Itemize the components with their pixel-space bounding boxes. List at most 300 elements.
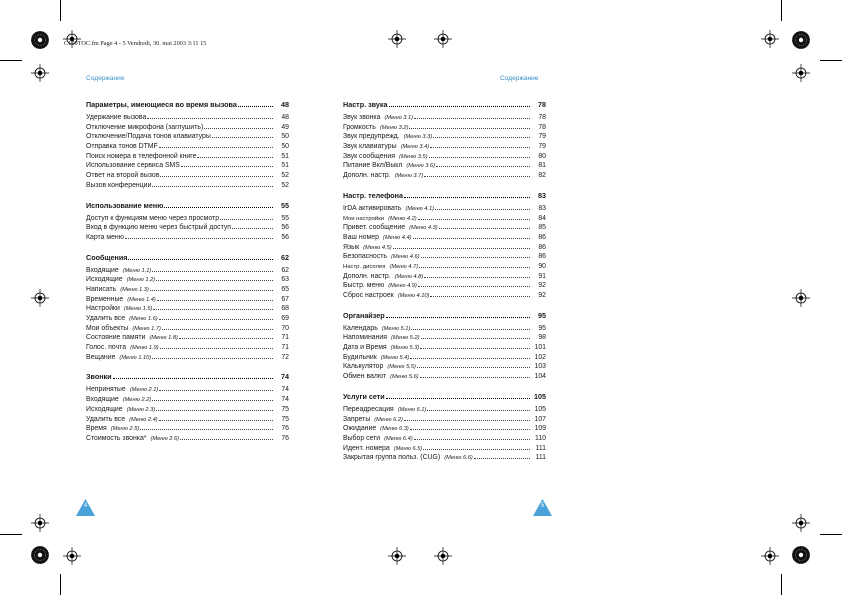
toc-entry[interactable] xyxy=(343,334,546,344)
entry-title: Голос. почта xyxy=(86,344,127,352)
entry-title: Ожидание xyxy=(343,425,377,433)
entry-page-number: 65 xyxy=(281,285,289,293)
entry-title: Удалить все xyxy=(86,415,126,423)
entry-page-number: 75 xyxy=(281,405,289,413)
entry-menu-ref: (Меню 4.10) xyxy=(397,293,430,299)
registration-mark-icon xyxy=(761,30,779,48)
toc-entry[interactable] xyxy=(343,114,546,124)
entry-page-number: 84 xyxy=(538,214,546,222)
toc-left-column xyxy=(86,100,289,454)
toc-section xyxy=(86,372,289,444)
entry-page-number: 74 xyxy=(281,396,289,404)
dot-leader xyxy=(419,267,530,268)
entry-title: Закрытая группа польз. (CUG) xyxy=(343,454,441,462)
entry-title: Доступ к функциям меню через просмотр xyxy=(86,214,220,222)
section-title: Параметры, имеющиеся во время вызова xyxy=(86,100,237,109)
toc-section-heading[interactable] xyxy=(86,100,289,111)
toc-entry[interactable] xyxy=(86,334,289,344)
entry-page-number: 72 xyxy=(281,353,289,361)
toc-entry[interactable] xyxy=(343,172,546,182)
entry-menu-ref: (Меню 6.3) xyxy=(380,426,409,433)
entry-menu-ref: (Меню 6.6) xyxy=(444,455,473,462)
entry-menu-ref: (Меню 4.8) xyxy=(394,273,424,280)
registration-mark-icon xyxy=(761,547,779,565)
entry-page-number: 101 xyxy=(534,344,546,352)
entry-title: Идент. номера xyxy=(343,444,390,452)
toc-section-heading[interactable] xyxy=(86,372,289,383)
entry-title: Время xyxy=(86,425,107,433)
toc-entry[interactable] xyxy=(343,162,546,172)
entry-page-number: 71 xyxy=(281,334,289,342)
entry-menu-ref: (Меню 1.9) xyxy=(130,345,159,352)
toc-entry[interactable] xyxy=(343,263,546,273)
section-title: Услуги сети xyxy=(343,391,385,401)
toc-entry[interactable] xyxy=(343,454,546,464)
entry-page-number: 102 xyxy=(534,353,546,361)
section-title: Настр. телефона xyxy=(343,190,403,200)
entry-page-number: 86 xyxy=(538,253,546,261)
toc-entry[interactable] xyxy=(343,416,546,426)
toc-section xyxy=(343,191,546,302)
entry-title: Мои объекты xyxy=(86,324,129,332)
entry-title: Написать xyxy=(86,285,117,293)
entry-title: Вход в функцию меню через быстрый доступ xyxy=(86,224,232,232)
dot-leader xyxy=(418,219,530,220)
toc-entry[interactable] xyxy=(86,325,289,335)
toc-entry[interactable] xyxy=(86,435,289,445)
entry-page-number: 63 xyxy=(281,276,289,284)
entry-menu-ref: (Меню 2.4) xyxy=(129,416,158,423)
entry-title: Мои настройки xyxy=(343,215,385,222)
entry-page-number: 62 xyxy=(281,266,289,274)
entry-page-number: 52 xyxy=(281,172,289,180)
toc-entry[interactable] xyxy=(86,124,289,134)
dot-leader xyxy=(220,219,273,220)
entry-menu-ref: (Меню 1.7) xyxy=(132,325,161,332)
star-target-icon xyxy=(31,546,49,564)
dot-leader xyxy=(427,410,530,411)
toc-entry[interactable] xyxy=(343,292,546,302)
entry-page-number: 79 xyxy=(538,143,546,151)
entry-title: Переадресация xyxy=(343,405,394,413)
entry-menu-ref: (Меню 4.2) xyxy=(388,215,417,222)
toc-entry[interactable] xyxy=(343,124,546,134)
registration-mark-icon xyxy=(434,30,452,48)
toc-section-heading[interactable] xyxy=(343,100,546,111)
page-number-right: 5 xyxy=(540,503,545,509)
page-number-badge-left xyxy=(76,499,95,516)
dot-leader xyxy=(474,458,530,459)
entry-title: Громкость xyxy=(343,123,376,131)
entry-page-number: 110 xyxy=(535,434,546,442)
entry-menu-ref: (Меню 3.6) xyxy=(406,163,435,170)
dot-leader xyxy=(197,157,273,158)
dot-leader xyxy=(423,449,530,450)
entry-menu-ref: (Меню 5.4) xyxy=(380,354,410,361)
toc-entry[interactable] xyxy=(343,282,546,292)
entry-title: Калькулятор xyxy=(343,363,384,371)
section-title: Органайзер xyxy=(343,310,385,320)
dot-leader xyxy=(157,300,273,301)
dot-leader xyxy=(153,309,273,310)
dot-leader xyxy=(159,420,273,421)
entry-page-number: 56 xyxy=(281,233,289,241)
dot-leader xyxy=(430,147,530,148)
dot-leader xyxy=(393,248,530,249)
dot-leader xyxy=(411,329,530,330)
dot-leader xyxy=(152,400,273,401)
section-page-number: 48 xyxy=(281,100,289,109)
entry-title: Входящие xyxy=(86,396,119,404)
section-page-number: 83 xyxy=(538,190,546,200)
entry-menu-ref: (Меню 4.9) xyxy=(388,283,417,290)
entry-menu-ref: (Меню 4.3) xyxy=(409,225,438,232)
toc-entry[interactable] xyxy=(343,363,546,373)
entry-menu-ref: (Меню 1.8) xyxy=(149,335,178,342)
entry-menu-ref: (Меню 1.4) xyxy=(127,296,156,303)
dot-leader xyxy=(162,329,273,330)
toc-entry[interactable] xyxy=(343,406,546,416)
registration-mark-icon xyxy=(31,64,49,82)
toc-entry[interactable] xyxy=(343,253,546,263)
entry-page-number: 79 xyxy=(538,133,546,141)
entry-title: Отключение микрофона (заглушить) xyxy=(86,123,204,131)
dot-leader xyxy=(180,439,273,440)
entry-title: Будильник xyxy=(343,353,377,361)
dot-leader xyxy=(430,296,530,297)
registration-mark-icon xyxy=(792,514,810,532)
dot-leader xyxy=(424,176,530,177)
dot-leader xyxy=(159,390,273,391)
registration-mark-icon xyxy=(388,30,406,48)
entry-menu-ref: (Меню 2.3) xyxy=(126,406,156,413)
entry-menu-ref: (Меню 6.2) xyxy=(374,416,403,423)
entry-page-number: 105 xyxy=(534,405,546,413)
entry-page-number: 92 xyxy=(538,292,546,299)
star-target-icon xyxy=(31,31,49,49)
entry-page-number: 67 xyxy=(281,295,289,303)
entry-title: Временные xyxy=(86,295,124,303)
dot-leader xyxy=(159,147,273,148)
toc-entry[interactable] xyxy=(86,182,289,192)
entry-page-number: 95 xyxy=(538,324,546,332)
dot-leader xyxy=(433,137,530,138)
toc-entry[interactable] xyxy=(343,435,546,445)
dot-leader xyxy=(410,358,530,359)
toc-entry[interactable] xyxy=(86,162,289,172)
entry-title: Быстр. меню xyxy=(343,282,385,290)
entry-page-number: 56 xyxy=(281,224,289,232)
entry-menu-ref: (Меню 1.3) xyxy=(120,286,149,293)
dot-leader xyxy=(420,377,530,378)
registration-mark-icon xyxy=(31,514,49,532)
entry-menu-ref: (Меню 3.5) xyxy=(399,153,428,160)
toc-section xyxy=(343,100,546,182)
toc-entry[interactable] xyxy=(343,273,546,283)
dot-leader xyxy=(409,128,530,129)
dot-leader xyxy=(179,338,273,339)
entry-title: Звук звонка xyxy=(343,114,381,121)
entry-title: Исходящие xyxy=(86,405,123,413)
entry-menu-ref: (Меню 6.5) xyxy=(393,445,423,452)
toc-section-heading[interactable] xyxy=(343,311,546,322)
star-target-icon xyxy=(792,546,810,564)
entry-page-number: 80 xyxy=(538,152,546,160)
toc-section-heading[interactable] xyxy=(86,201,289,212)
dot-leader xyxy=(152,271,273,272)
dot-leader xyxy=(421,257,530,258)
toc-entry[interactable] xyxy=(86,114,289,124)
entry-page-number: 82 xyxy=(538,172,546,180)
entry-title: Вещание xyxy=(86,353,116,361)
entry-menu-ref: (Меню 1.2) xyxy=(126,277,156,284)
page-number-left: 4 xyxy=(83,503,88,509)
dot-leader xyxy=(414,439,530,440)
dot-leader xyxy=(181,166,273,167)
dot-leader xyxy=(160,348,273,349)
toc-entry[interactable] xyxy=(86,133,289,143)
entry-page-number: 74 xyxy=(281,386,289,394)
toc-entry[interactable] xyxy=(86,305,289,315)
toc-entry[interactable] xyxy=(343,224,546,234)
dot-leader xyxy=(424,277,530,278)
entry-page-number: 109 xyxy=(534,425,546,433)
entry-page-number: 48 xyxy=(281,114,289,121)
entry-page-number: 78 xyxy=(538,114,546,121)
entry-title: Безопасность xyxy=(343,253,387,261)
dot-leader xyxy=(404,420,530,421)
entry-title: Настройки xyxy=(86,305,120,313)
entry-page-number: 111 xyxy=(535,444,546,452)
toc-entry[interactable] xyxy=(86,344,289,354)
entry-title: Обмен валют xyxy=(343,373,387,381)
entry-title: Поиск номера в телефонной книге xyxy=(86,152,197,160)
registration-mark-icon xyxy=(792,289,810,307)
entry-page-number: 51 xyxy=(281,162,289,170)
toc-section-heading[interactable] xyxy=(343,191,546,202)
toc-entry[interactable] xyxy=(343,153,546,163)
dot-leader xyxy=(212,137,273,138)
entry-title: Напоминания xyxy=(343,334,387,342)
entry-title: Удалить все xyxy=(86,315,126,322)
toc-entry[interactable] xyxy=(343,425,546,435)
section-page-number: 105 xyxy=(534,391,546,401)
toc-entry[interactable] xyxy=(86,425,289,435)
entry-menu-ref: (Меню 3.3) xyxy=(403,134,433,141)
entry-title: Дополн. настр. xyxy=(343,172,391,180)
entry-page-number: 76 xyxy=(281,434,289,442)
toc-section xyxy=(343,311,546,383)
entry-title: Состояние памяти xyxy=(86,334,146,342)
entry-menu-ref: (Меню 5.2) xyxy=(390,335,420,342)
entry-menu-ref: (Меню 5.6) xyxy=(390,374,419,381)
entry-page-number: 50 xyxy=(281,133,289,141)
entry-menu-ref: (Меню 4.4) xyxy=(382,234,412,241)
toc-entry[interactable] xyxy=(86,416,289,426)
entry-title: Отключение/Подача тонов клавиатуры xyxy=(86,133,211,141)
registration-mark-icon xyxy=(388,547,406,565)
running-header-right: Содержание xyxy=(500,75,539,82)
entry-page-number: 55 xyxy=(281,214,289,222)
entry-menu-ref: (Меню 2.5) xyxy=(110,426,140,433)
entry-page-number: 68 xyxy=(281,305,289,313)
entry-title: Карта меню xyxy=(86,233,124,241)
dot-leader xyxy=(159,319,273,320)
dot-leader xyxy=(414,118,530,119)
dot-leader xyxy=(152,186,273,187)
entry-title: IrDA активировать xyxy=(343,204,402,212)
toc-entry[interactable] xyxy=(86,286,289,296)
entry-menu-ref: (Меню 5.5) xyxy=(387,364,416,371)
dot-leader xyxy=(418,286,530,287)
entry-page-number: 50 xyxy=(281,143,289,151)
running-header-left: Содержание xyxy=(86,75,125,82)
toc-entry[interactable] xyxy=(86,267,289,277)
entry-page-number: 85 xyxy=(538,224,546,232)
section-title: Использование меню xyxy=(86,200,164,210)
toc-entry[interactable] xyxy=(86,172,289,182)
entry-page-number: 86 xyxy=(538,233,546,241)
entry-page-number: 75 xyxy=(281,415,289,423)
dot-leader xyxy=(125,238,273,239)
entry-title: Питание Вкл/Выкл xyxy=(343,162,403,170)
toc-entry[interactable] xyxy=(86,296,289,306)
toc-entry[interactable] xyxy=(343,373,546,383)
entry-title: Дополн. настр. xyxy=(343,272,391,280)
dot-leader xyxy=(435,209,530,210)
entry-page-number: 69 xyxy=(281,315,289,322)
toc-entry[interactable] xyxy=(343,143,546,153)
entry-title: Удержание вызова xyxy=(86,114,147,121)
entry-page-number: 91 xyxy=(538,272,546,280)
entry-menu-ref: (Меню 4.1) xyxy=(405,205,435,212)
toc-entry[interactable] xyxy=(343,325,546,335)
dot-leader xyxy=(152,358,273,359)
entry-page-number: 78 xyxy=(538,123,546,131)
dot-leader xyxy=(439,228,530,229)
toc-entry[interactable] xyxy=(86,153,289,163)
entry-page-number: 49 xyxy=(281,123,289,131)
entry-page-number: 104 xyxy=(534,373,546,381)
dot-leader xyxy=(204,128,273,129)
toc-entry[interactable] xyxy=(86,224,289,234)
entry-title: Ответ на второй вызов xyxy=(86,172,160,180)
entry-page-number: 86 xyxy=(538,243,546,251)
entry-page-number: 76 xyxy=(281,425,289,433)
entry-menu-ref: (Меню 4.6) xyxy=(390,254,420,261)
registration-mark-icon xyxy=(31,289,49,307)
toc-entry[interactable] xyxy=(343,354,546,364)
entry-page-number: 52 xyxy=(281,181,289,189)
section-page-number: 55 xyxy=(281,200,289,210)
entry-title: Привет. сообщение xyxy=(343,224,406,232)
entry-page-number: 111 xyxy=(535,454,546,462)
dot-leader xyxy=(232,228,273,229)
entry-page-number: 92 xyxy=(538,282,546,290)
entry-title: Вызов конференции xyxy=(86,181,152,189)
entry-menu-ref: (Меню 1.6) xyxy=(129,316,158,322)
entry-page-number: 107 xyxy=(534,415,546,423)
dot-leader xyxy=(147,118,273,119)
entry-menu-ref: (Меню 5.3) xyxy=(390,345,420,352)
entry-title: Выбор сети xyxy=(343,434,381,442)
toc-entry[interactable] xyxy=(86,396,289,406)
entry-menu-ref: (Меню 3.7) xyxy=(394,173,424,180)
entry-menu-ref: (Меню 3.4) xyxy=(400,144,430,151)
entry-title: Непринятые xyxy=(86,386,126,394)
toc-entry[interactable] xyxy=(343,133,546,143)
toc-entry[interactable] xyxy=(86,406,289,416)
dot-leader xyxy=(156,410,273,411)
dot-leader xyxy=(160,176,273,177)
toc-entry[interactable] xyxy=(343,344,546,354)
dot-leader xyxy=(429,157,530,158)
toc-entry[interactable] xyxy=(343,205,546,215)
entry-menu-ref: (Меню 6.4) xyxy=(384,435,413,442)
section-title: Звонки xyxy=(86,372,112,382)
section-page-number: 62 xyxy=(281,252,289,262)
toc-section xyxy=(343,392,546,464)
toc-entry[interactable] xyxy=(86,143,289,153)
toc-right-column xyxy=(343,100,546,473)
entry-menu-ref: (Меню 1.10) xyxy=(119,354,152,361)
dot-leader xyxy=(421,338,530,339)
toc-entry[interactable] xyxy=(343,244,546,254)
toc-entry[interactable] xyxy=(343,234,546,244)
toc-entry[interactable] xyxy=(86,276,289,286)
section-page-number: 78 xyxy=(538,100,546,109)
entry-page-number: 98 xyxy=(538,334,546,342)
toc-entry[interactable] xyxy=(86,386,289,396)
entry-menu-ref: (Меню 4.5) xyxy=(363,244,392,251)
dot-leader xyxy=(410,429,530,430)
entry-menu-ref: (Меню 5.1) xyxy=(381,325,411,332)
dot-leader xyxy=(156,280,273,281)
entry-title: Настр. дисплея xyxy=(343,263,386,270)
entry-page-number: 83 xyxy=(538,204,546,212)
entry-page-number: 71 xyxy=(281,344,289,352)
toc-entry[interactable] xyxy=(86,315,289,325)
entry-title: Дата и Время xyxy=(343,344,387,352)
toc-section-heading[interactable] xyxy=(86,253,289,264)
toc-section xyxy=(86,201,289,244)
dot-leader xyxy=(140,429,273,430)
toc-entry[interactable] xyxy=(343,215,546,225)
entry-title: Исходящие xyxy=(86,276,123,284)
toc-section-heading[interactable] xyxy=(343,392,546,403)
entry-title: Календарь xyxy=(343,324,378,332)
entry-menu-ref: (Меню 1.1) xyxy=(122,267,152,274)
entry-title: Звук клавиатуры xyxy=(343,143,397,151)
toc-entry[interactable] xyxy=(86,354,289,364)
toc-entry[interactable] xyxy=(343,445,546,455)
entry-title: Ваш номер xyxy=(343,233,379,241)
entry-menu-ref: (Меню 6.1) xyxy=(397,406,427,413)
entry-menu-ref: (Меню 2.6) xyxy=(150,435,180,442)
entry-page-number: 81 xyxy=(538,162,546,170)
entry-title: Отправка тонов DTMF xyxy=(86,143,158,151)
entry-title: Звук сообщения xyxy=(343,152,395,160)
file-slug: C100TOC.fm Page 4 - 5 Vendredi, 30. mai 2003 3:11 15 xyxy=(64,40,207,47)
entry-menu-ref: (Меню 3.2) xyxy=(379,124,409,131)
page-number-badge-right xyxy=(533,499,552,516)
section-title: Сообщения xyxy=(86,252,128,262)
toc-entry[interactable] xyxy=(86,215,289,225)
dot-leader xyxy=(436,166,530,167)
toc-entry[interactable] xyxy=(86,234,289,244)
section-title: Настр. звука xyxy=(343,100,388,109)
dot-leader xyxy=(150,290,273,291)
